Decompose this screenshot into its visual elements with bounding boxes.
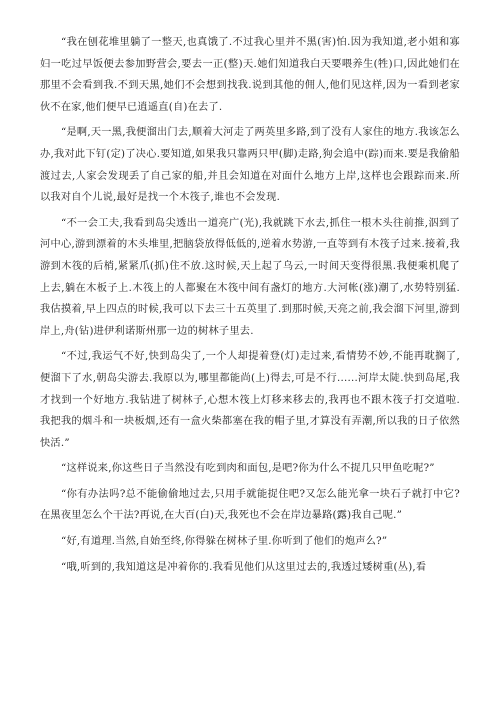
paragraph-7: “好,有道理.当然,自始至终,你得躲在树林子里.你听到了他们的炮声么?” xyxy=(61,536,388,548)
paragraph-1: “我在刨花堆里躺了一整天,也真饿了.不过我心里并不黑(害)怕.因为我知道,老小姐和寡妇一吃过早饭便去参加野营会,要去一正(整)天.她们知道我白天要喂养生(牲)口,因此她们在那里不会看到我.不到天黑,她们不会想到找我.说到其他的佣人,他们见这样,因为一看到老家伙不在家,他们便早已逍遥直(自)在去了. xyxy=(40,37,460,113)
paragraph-6: “你有办法吗?总不能偷偷地过去,只用手就能捉住吧?又怎么能光拿一块石子就打中它?在黑夜里怎么个干法?再说,在大百(白)天,我死也不会在岸边暴路(露)我自己呢.” xyxy=(40,488,460,522)
paragraph-5: “这样说来,你这些日子当然没有吃到肉和面包,是吧?你为什么不捉几只甲鱼吃呢?” xyxy=(61,463,435,475)
paragraph-2: “是啊,天一黑,我便溜出门去,顺着大河走了两英里多路,到了没有人家住的地方.我该怎么办,我对此下钉(定)了决心.要知道,如果我只靠两只甲(脚)走路,狗会追中(踪)而来.要是我偷船渡过去,人家会发现丢了自己家的船,并且会知道在对面什么地方上岸,这样也会跟踪而来.所以我对自个儿说,最好是找一个木筏子,谁也不会发现. xyxy=(40,127,460,204)
paragraph-4: “不过,我运气不好,快到岛尖了,一个人却提着登(灯)走过来,看情势不妙,不能再耽搁了,便溜下了水,朝岛尖游去.我原以为,哪里都能尚(上)得去,可是不行......河岸太陡.快到岛尾,我才找到一个好地方.我钻进了树林子,心想木筏上灯移来移去的,我再也不跟木筏子打交道啦.我把我的烟斗和一块板烟,还有一盒火柴都塞在我的帽子里,才算没有弄潮,所以我的日子依然快活.” xyxy=(40,351,460,449)
paragraph-8: “哦,听到的,我知道这是冲着你的.我看见他们从这里过去的,我透过矮树重(丛),看 xyxy=(61,561,427,573)
paragraph-3: “不一会工夫,我看到岛尖透出一道亮广(光),我就跳下水去,抓住一根木头往前推,泅到了河中心,游到漂着的木头堆里,把脑袋放得低低的,逆着水势游,一直等到有木筏子过来.接着,我游到木筏的后梢,紧紧爪(抓)住不放.这时候,天上起了乌云,一时间天变得很黑.我便乘机爬了上去,躺在木板子上.木筏上的人都聚在木筏中间有盏灯的地方.大河帐(涨)潮了,水势特别猛.我估摸着,早上四点的时候,我可以下去三十五英里了.到那时候,天亮之前,我会溜下河里,游到岸上,舟(钻)进伊利诺斯州那一边的树林子里去. xyxy=(40,217,460,337)
